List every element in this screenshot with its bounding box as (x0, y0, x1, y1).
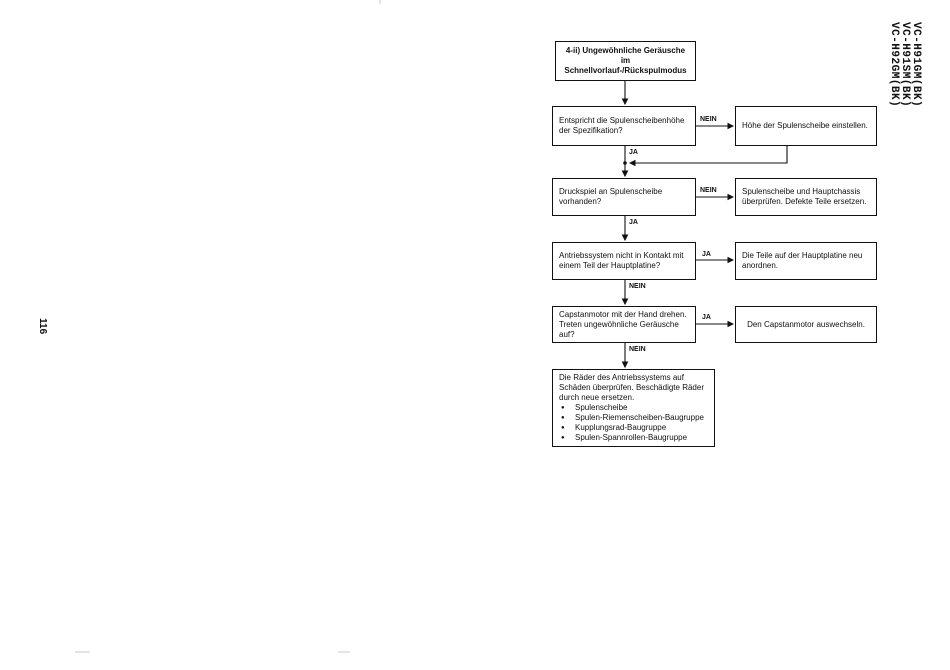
model-3: VC-H92GM(BK) (888, 22, 900, 108)
label-q3-no: NEIN (629, 283, 646, 290)
question-4-box (552, 306, 696, 343)
page-number: 116 (37, 318, 48, 335)
list-item: ● Kupplungsrad-Baugruppe (575, 423, 708, 433)
model-numbers (888, 22, 921, 107)
question-1-text: Entspricht die Spulenscheibenhöhe der Spezifikation? (559, 116, 685, 135)
flowchart-title-box (555, 41, 696, 81)
question-2-box (552, 178, 696, 216)
action-2-box (735, 178, 877, 216)
label-q2-no: NEIN (700, 187, 717, 194)
action-1-box (735, 106, 877, 146)
action-4-box (735, 306, 877, 343)
label-q4-no: NEIN (629, 346, 646, 353)
arrow-q1-return (630, 146, 787, 163)
action-3-text: Die Teile auf der Hauptplatine neu anordnen. (742, 251, 863, 270)
action-1-text: Höhe der Spulenscheibe einstellen. (742, 121, 868, 130)
list-item: ● Spulenscheibe (575, 403, 708, 413)
flowchart-title: 4-ii) Ungewöhnliche Geräusche im Schnellvorlauf-/Rückspulmodus (564, 46, 687, 75)
final-parts-list (559, 403, 708, 443)
label-q3-yes: JA (702, 251, 711, 258)
final-action-text: Die Räder des Antriebssystems auf Schäden überprüfen. Beschädigte Räder durch neue ersetzen. (559, 373, 704, 402)
final-action-box (552, 369, 715, 447)
action-2-text: Spulenscheibe und Hauptchassis überprüfen. Defekte Teile ersetzen. (742, 187, 867, 206)
question-2-text: Druckspiel an Spulenscheibe vorhanden? (559, 187, 663, 206)
action-3-box (735, 242, 877, 280)
junction-dot (623, 161, 627, 165)
action-4-text: Den Capstanmotor auswechseln. (747, 319, 865, 329)
question-3-text: Antriebssystem nicht in Kontakt mit einem Teil der Hauptplatine? (559, 251, 684, 270)
label-q1-no: NEIN (700, 116, 717, 123)
question-3-box (552, 242, 696, 280)
question-4-text: Capstanmotor mit der Hand drehen. Treten ungewöhnliche Geräusche auf? (559, 309, 687, 339)
label-q1-yes: JA (629, 149, 638, 156)
list-item: ● Spulen-Spannrollen-Baugruppe (575, 433, 708, 443)
label-q4-yes: JA (702, 314, 711, 321)
model-1: VC-H91GM(BK) (910, 22, 922, 108)
label-q2-yes: JA (629, 219, 638, 226)
question-1-box (552, 106, 696, 146)
list-item: ● Spulen-Riemenscheiben-Baugruppe (575, 413, 708, 423)
model-2: VC-H91SM(BK) (899, 22, 911, 108)
